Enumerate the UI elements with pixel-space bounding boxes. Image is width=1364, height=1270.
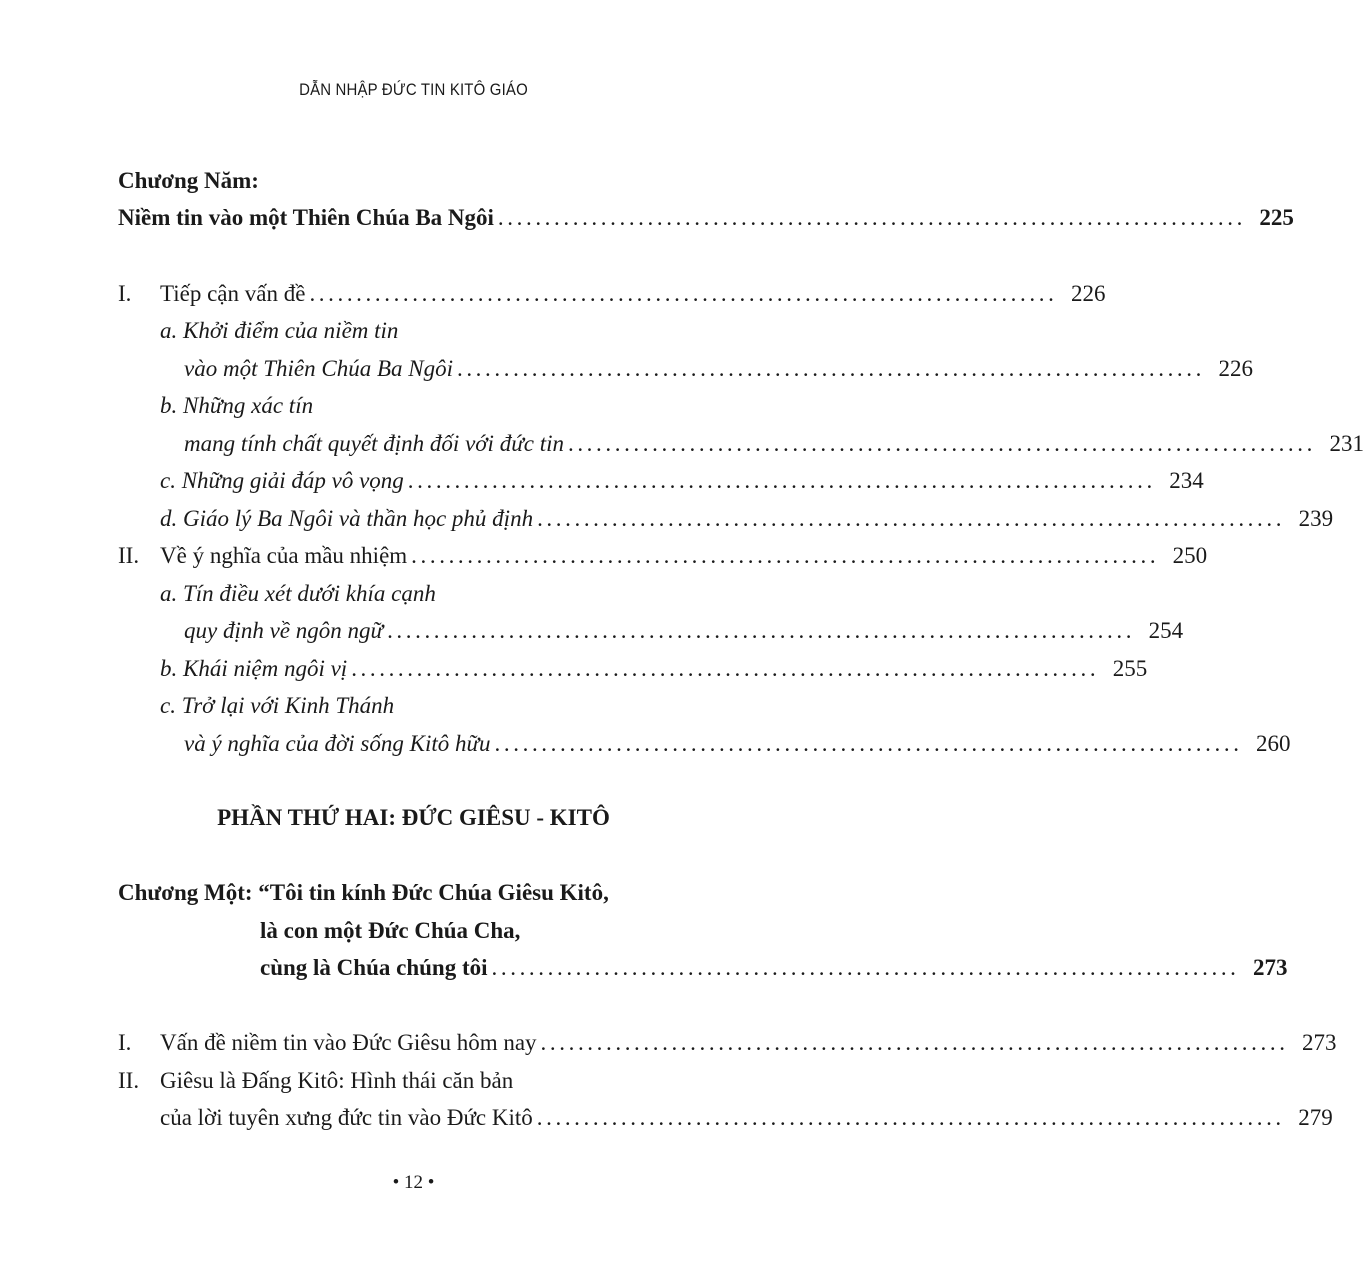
running-header: DẪN NHẬP ĐỨC TIN KITÔ GIÁO bbox=[299, 80, 528, 99]
toc-subentry-1b-line1: b. Những xác tín bbox=[160, 393, 314, 418]
toc-page-number: 234 bbox=[1169, 468, 1204, 493]
toc-subentry-1b[interactable] bbox=[184, 429, 1364, 459]
toc-entry-title: Giêsu là Đấng Kitô: Hình thái căn bản bbox=[160, 1068, 514, 1093]
toc-entry-chapter-one[interactable] bbox=[260, 953, 1288, 983]
toc-page-number: 273 bbox=[1302, 1030, 1337, 1055]
page-number-footer: • 12 • bbox=[392, 1172, 435, 1193]
section-number: I. bbox=[118, 281, 132, 306]
dot-leader: ................................................................................ bbox=[540, 1030, 1289, 1055]
toc-page-number: 260 bbox=[1256, 731, 1291, 756]
toc-subentry-1d[interactable] bbox=[160, 504, 1334, 534]
toc-page-number: 250 bbox=[1172, 543, 1208, 568]
toc-entry-ch1-section-2[interactable] bbox=[160, 1103, 1333, 1133]
dot-leader: ................................................................................ bbox=[351, 656, 1100, 681]
part-two-heading: PHẦN THỨ HAI: ĐỨC GIÊSU - KITÔ bbox=[217, 805, 610, 830]
toc-entry-title: quy định về ngôn ngữ bbox=[184, 618, 384, 643]
toc-page-number: 239 bbox=[1298, 506, 1334, 531]
toc-entry-title: mang tính chất quyết định đối với đức tin bbox=[184, 431, 564, 456]
dot-leader: ................................................................................ bbox=[387, 618, 1136, 643]
toc-page-number: 254 bbox=[1148, 618, 1184, 643]
chapter-one-heading bbox=[118, 878, 720, 908]
toc-entry-title: Vấn đề niềm tin vào Đức Giêsu hôm nay bbox=[160, 1030, 537, 1055]
toc-page-number: 225 bbox=[1259, 205, 1294, 230]
toc-entry-title: và ý nghĩa của đời sống Kitô hữu bbox=[184, 731, 491, 756]
section-number: I. bbox=[118, 1030, 132, 1055]
chapter-one-title-line1: “Tôi tin kính Đức Chúa Giêsu Kitô, bbox=[258, 880, 609, 905]
toc-entry-title: Về ý nghĩa của mầu nhiệm bbox=[160, 543, 408, 568]
chapter-one-title-line2: là con một Đức Chúa Cha, bbox=[260, 918, 521, 943]
toc-page-number: 255 bbox=[1112, 656, 1148, 681]
toc-page-number: 279 bbox=[1298, 1105, 1333, 1130]
toc-entry-title: d. Giáo lý Ba Ngôi và thần học phủ định bbox=[160, 506, 534, 531]
dot-leader: ................................................................................ bbox=[309, 281, 1058, 306]
toc-entry-title: cùng là Chúa chúng tôi bbox=[260, 955, 488, 980]
dot-leader: ................................................................................ bbox=[537, 506, 1286, 531]
toc-subentry-2c-line1: c. Trở lại với Kinh Thánh bbox=[160, 693, 395, 718]
toc-page-number: 226 bbox=[1218, 356, 1253, 381]
toc-entry-chapter-five[interactable] bbox=[118, 203, 1294, 233]
toc-entry-title: Tiếp cận vấn đề bbox=[160, 281, 306, 306]
toc-entry-ch1-section-2-line1 bbox=[118, 1066, 720, 1096]
toc-subentry-2a-line1: a. Tín điều xét dưới khía cạnh bbox=[160, 581, 436, 606]
toc-entry-ch1-section-1[interactable] bbox=[118, 1028, 1337, 1058]
toc-entry-section-1[interactable] bbox=[118, 279, 1106, 309]
toc-entry-title: b. Khái niệm ngôi vị bbox=[160, 656, 348, 681]
toc-page-number: 226 bbox=[1070, 281, 1106, 306]
dot-leader: ................................................................................ bbox=[567, 431, 1316, 456]
toc-entry-title: của lời tuyên xưng đức tin vào Đức Kitô bbox=[160, 1105, 533, 1130]
toc-page-number: 231 bbox=[1329, 431, 1364, 456]
toc-subentry-1a[interactable] bbox=[184, 354, 1253, 384]
chapter-five-label: Chương Năm: bbox=[118, 168, 259, 193]
section-number: II. bbox=[118, 543, 140, 568]
section-number: II. bbox=[118, 1068, 140, 1093]
dot-leader: ................................................................................ bbox=[407, 468, 1156, 493]
toc-entry-title: Niềm tin vào một Thiên Chúa Ba Ngôi bbox=[118, 205, 494, 230]
toc-entry-title: c. Những giải đáp vô vọng bbox=[160, 468, 404, 493]
dot-leader: ................................................................................ bbox=[456, 356, 1205, 381]
toc-subentry-2c[interactable] bbox=[184, 729, 1291, 759]
toc-subentry-1c[interactable] bbox=[160, 466, 1204, 496]
toc-subentry-2b[interactable] bbox=[160, 654, 1148, 684]
toc-page-number: 273 bbox=[1253, 955, 1288, 980]
toc-entry-section-2[interactable] bbox=[118, 541, 1208, 571]
dot-leader: ................................................................................ bbox=[497, 205, 1246, 230]
dot-leader: ................................................................................ bbox=[494, 731, 1243, 756]
toc-entry-title: vào một Thiên Chúa Ba Ngôi bbox=[184, 356, 453, 381]
toc-subentry-1a-line1: a. Khởi điểm của niềm tin bbox=[160, 318, 399, 343]
chapter-one-label: Chương Một: bbox=[118, 880, 253, 905]
dot-leader: ................................................................................ bbox=[536, 1105, 1285, 1130]
toc-subentry-2a[interactable] bbox=[184, 616, 1184, 646]
dot-leader: ................................................................................ bbox=[411, 543, 1160, 568]
dot-leader: ................................................................................ bbox=[491, 955, 1240, 980]
